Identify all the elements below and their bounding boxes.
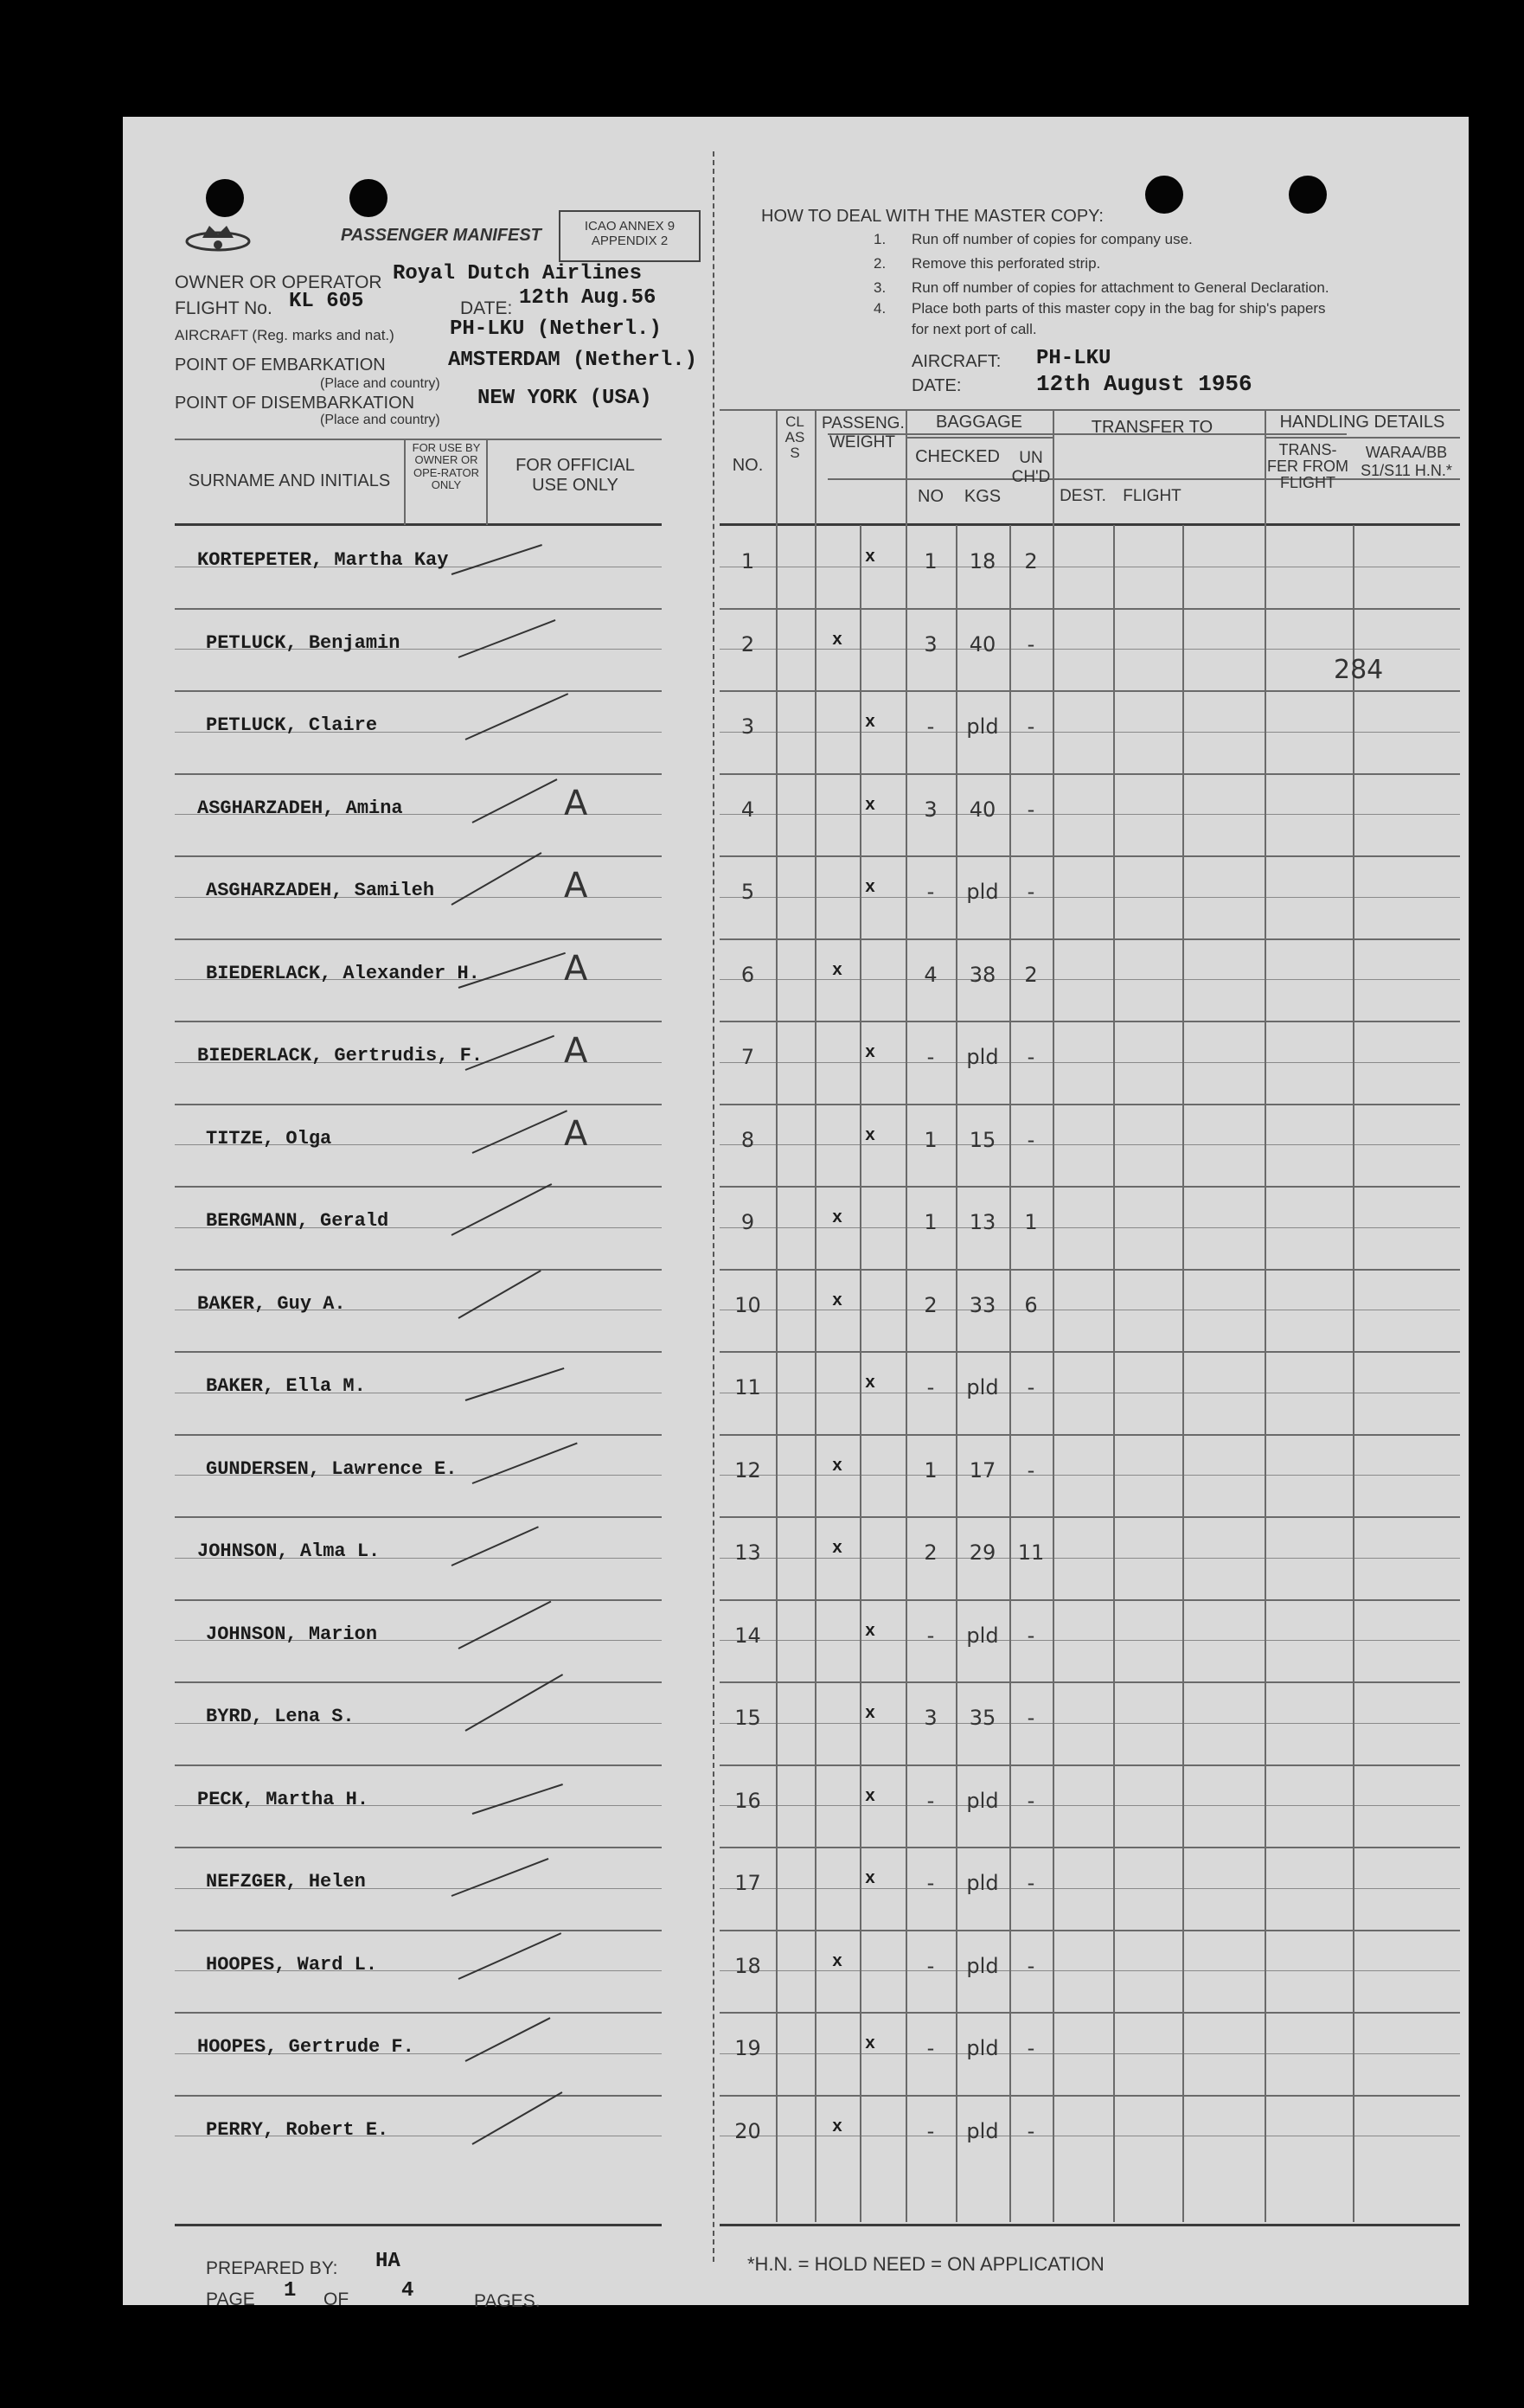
- passenger-number: 14: [734, 1623, 761, 1648]
- col-official-header: FOR OFFICIAL USE ONLY: [515, 456, 635, 495]
- passenger-name: PECK, Martha H.: [197, 1788, 369, 1810]
- unchecked-count: -: [1027, 1788, 1035, 1813]
- bag-count: 3: [924, 1706, 938, 1730]
- unchecked-count: -: [1027, 714, 1035, 739]
- row-separator: [720, 773, 1460, 775]
- official-check-mark: [472, 778, 558, 823]
- row-separator: [720, 2095, 1460, 2097]
- flight-label: FLIGHT No.: [175, 298, 272, 318]
- annex-box: [559, 210, 701, 262]
- unchecked-count: -: [1027, 1623, 1035, 1648]
- col-unchd-header: UN CH'D: [1011, 449, 1051, 486]
- col-passeng-weight-header: PASSENG. WEIGHT: [822, 414, 905, 452]
- passenger-number: 18: [734, 1953, 761, 1978]
- official-check-mark: [458, 1600, 552, 1649]
- page-label: PAGE: [206, 2290, 255, 2309]
- unchecked-count: -: [1027, 1127, 1035, 1152]
- of-label: OF: [323, 2290, 349, 2309]
- official-check-mark: [458, 619, 556, 658]
- row-separator: [175, 1351, 662, 1353]
- flight-value: KL 605: [289, 290, 364, 313]
- column-line: [1053, 525, 1054, 2222]
- passenger-name: BERGMANN, Gerald: [206, 1210, 389, 1232]
- date-value: 12th Aug.56: [519, 286, 656, 310]
- instruction-text: Place both parts of this master copy in the bag for ship's papers: [912, 300, 1326, 317]
- column-line: [1265, 525, 1266, 2222]
- bag-count: 4: [924, 962, 938, 987]
- weight-mark: x: [831, 630, 842, 650]
- passenger-name: NEFZGER, Helen: [206, 1871, 366, 1892]
- unchecked-count: -: [1027, 1953, 1035, 1978]
- col-surname-header: SURNAME AND INITIALS: [188, 471, 391, 490]
- row-separator: [720, 608, 1460, 610]
- bag-kgs: 33: [969, 1292, 996, 1317]
- bag-kgs: 35: [969, 1706, 996, 1730]
- column-line: [1182, 525, 1184, 2222]
- ruling-line: [720, 1640, 1460, 1641]
- instructions-title: HOW TO DEAL WITH THE MASTER COPY:: [761, 207, 1104, 226]
- passenger-number: 16: [734, 1788, 761, 1813]
- ruling-line: [720, 1723, 1460, 1724]
- bag-count: 2: [924, 1540, 938, 1565]
- official-check-mark: [465, 2017, 551, 2062]
- passenger-number: 15: [734, 1706, 761, 1730]
- passenger-name: TITZE, Olga: [206, 1127, 332, 1150]
- bag-count: -: [926, 1045, 935, 1069]
- passenger-name: KORTEPETER, Martha Kay: [197, 549, 449, 571]
- row-separator: [720, 1930, 1460, 1931]
- passenger-number: 2: [740, 631, 755, 656]
- official-check-mark: [472, 1110, 567, 1154]
- row-separator: [720, 2012, 1460, 2014]
- weight-mark: x: [831, 1539, 842, 1559]
- bag-kgs: pld: [966, 1871, 999, 1895]
- row-separator: [175, 2012, 662, 2014]
- weight-mark: x: [831, 1951, 842, 1972]
- passenger-name: PETLUCK, Claire: [206, 714, 378, 736]
- col-flight-header: FLIGHT: [1123, 487, 1181, 505]
- passenger-name: PETLUCK, Benjamin: [206, 631, 400, 654]
- ruling-line: [720, 1144, 1460, 1145]
- bag-count: 1: [924, 1127, 938, 1152]
- punch-hole: [1145, 176, 1183, 214]
- unchecked-count: 2: [1024, 962, 1038, 987]
- row-separator: [175, 1599, 662, 1601]
- col-waraa-header: WARAA/BB S1/S11 H.N.*: [1361, 444, 1452, 479]
- bag-count: 2: [924, 1292, 938, 1317]
- bag-count: 1: [924, 549, 938, 573]
- official-check-mark: [458, 1932, 562, 1980]
- form-title: PASSENGER MANIFEST: [341, 226, 541, 245]
- disembark-sub: (Place and country): [320, 413, 440, 427]
- row-separator: [175, 1269, 662, 1271]
- unchecked-count: -: [1027, 2118, 1035, 2143]
- passenger-name: JOHNSON, Alma L.: [197, 1540, 381, 1562]
- weight-mark: x: [864, 2034, 875, 2054]
- row-separator: [720, 1269, 1460, 1271]
- weight-mark: x: [831, 2117, 842, 2137]
- instruction-num: 1.: [874, 231, 887, 247]
- ruling-line: [720, 814, 1460, 815]
- passenger-name: GUNDERSEN, Lawrence E.: [206, 1457, 458, 1480]
- col-dest-header: DEST.: [1060, 487, 1106, 505]
- instruction-text: Remove this perforated strip.: [912, 255, 1101, 272]
- instruction-num: 4.: [874, 300, 887, 317]
- unchecked-count: 1: [1024, 1210, 1038, 1234]
- row-separator: [175, 608, 662, 610]
- bag-kgs: pld: [966, 714, 999, 739]
- unchecked-count: 2: [1024, 549, 1038, 573]
- prepared-value: HA: [375, 2250, 400, 2273]
- row-separator: [720, 1681, 1460, 1683]
- annex-line1: ICAO ANNEX 9: [584, 219, 676, 234]
- weight-mark: x: [864, 1621, 875, 1642]
- row-separator: [175, 938, 662, 940]
- weight-mark: x: [831, 960, 842, 981]
- bag-count: -: [926, 714, 935, 739]
- bag-kgs: pld: [966, 2118, 999, 2143]
- official-mark: A: [564, 1031, 588, 1071]
- bag-kgs: 18: [969, 549, 996, 573]
- col-checked-header: CHECKED: [915, 447, 1000, 466]
- col-transfer-header: TRANSFER TO: [1091, 418, 1213, 437]
- bag-count: 3: [924, 631, 938, 656]
- official-check-mark: [465, 693, 569, 740]
- unchecked-count: 11: [1017, 1540, 1045, 1565]
- passenger-number: 5: [740, 880, 755, 904]
- row-separator: [720, 1434, 1460, 1436]
- passenger-number: 12: [734, 1457, 761, 1483]
- passenger-name: PERRY, Robert E.: [206, 2118, 389, 2141]
- row-separator: [720, 855, 1460, 857]
- official-check-mark: [451, 1183, 553, 1236]
- col-for-use-header: FOR USE BY OWNER OR OPE-RATOR ONLY: [412, 441, 481, 491]
- bag-kgs: pld: [966, 2036, 999, 2060]
- ruling-line: [720, 732, 1460, 733]
- passenger-number: 9: [740, 1210, 755, 1234]
- punch-hole: [206, 179, 244, 217]
- row-separator: [175, 690, 662, 692]
- bag-kgs: 13: [969, 1210, 996, 1234]
- owner-label: OWNER OR OPERATOR: [175, 272, 382, 292]
- column-line: [1113, 525, 1115, 2222]
- manifest-sheet: [123, 117, 1469, 2311]
- bag-kgs: 29: [969, 1540, 996, 1565]
- bag-count: -: [926, 880, 935, 904]
- passenger-number: 8: [740, 1127, 755, 1152]
- passenger-number: 17: [734, 1871, 761, 1895]
- row-separator: [175, 1104, 662, 1105]
- bag-kgs: pld: [966, 1375, 999, 1399]
- bag-count: -: [926, 1788, 935, 1813]
- official-mark: A: [564, 1113, 588, 1154]
- instruction-text: Run off number of copies for attachment to General Declaration.: [912, 279, 1329, 296]
- bag-count: -: [926, 1871, 935, 1895]
- row-separator: [720, 938, 1460, 940]
- airline-logo-icon: [183, 221, 253, 259]
- instruction-4-cont: for next port of call.: [912, 321, 1037, 337]
- passenger-number: 11: [734, 1375, 761, 1399]
- column-line: [776, 525, 778, 2222]
- aircraft-value: PH-LKU (Netherl.): [450, 317, 662, 341]
- passenger-number: 13: [734, 1540, 761, 1565]
- embark-sub: (Place and country): [320, 376, 440, 391]
- owner-value: Royal Dutch Airlines: [393, 262, 643, 285]
- bag-kgs: pld: [966, 1788, 999, 1813]
- unchecked-count: -: [1027, 1045, 1035, 1069]
- page-value: 1: [284, 2279, 297, 2302]
- row-separator: [175, 1847, 662, 1848]
- row-separator: [175, 855, 662, 857]
- unchecked-count: -: [1027, 880, 1035, 904]
- weight-mark: x: [864, 1869, 875, 1889]
- column-line: [815, 525, 816, 2222]
- weight-mark: x: [831, 1456, 842, 1476]
- passenger-number: 20: [734, 2118, 761, 2143]
- col-no-header: NO.: [732, 456, 764, 475]
- weight-mark: x: [864, 713, 875, 733]
- embark-label: POINT OF EMBARKATION: [175, 355, 386, 375]
- row-separator: [175, 1764, 662, 1766]
- bag-kgs: 38: [969, 962, 996, 987]
- passenger-name: HOOPES, Ward L.: [206, 1953, 378, 1976]
- col-kgs-header: KGS: [964, 487, 1002, 506]
- instr-aircraft-value: PH-LKU: [1036, 347, 1111, 370]
- weight-mark: x: [864, 1704, 875, 1724]
- unchecked-count: -: [1027, 797, 1035, 822]
- embark-value: AMSTERDAM (Netherl.): [448, 349, 698, 372]
- margin-note: 284: [1334, 655, 1384, 685]
- official-check-mark: [465, 1367, 565, 1401]
- official-mark: A: [564, 948, 588, 989]
- weight-mark: x: [864, 548, 875, 567]
- unchecked-count: -: [1027, 1871, 1035, 1895]
- weight-mark: x: [864, 1786, 875, 1807]
- row-separator: [720, 1764, 1460, 1766]
- punch-hole: [349, 179, 387, 217]
- bag-kgs: 40: [969, 631, 996, 656]
- row-separator: [175, 1516, 662, 1518]
- official-check-mark: [451, 544, 542, 575]
- col-transfer-from-header: TRANS-FER FROM FLIGHT: [1267, 441, 1348, 491]
- bag-kgs: pld: [966, 1623, 999, 1648]
- passenger-number: 6: [740, 962, 755, 987]
- official-check-mark: [451, 1526, 539, 1566]
- ruling-line: [720, 2053, 1460, 2054]
- official-check-mark: [472, 1442, 578, 1483]
- bag-count: -: [926, 2036, 935, 2060]
- pages-label: PAGES.: [474, 2291, 541, 2311]
- instr-date-label: DATE:: [912, 376, 962, 395]
- date-label: DATE:: [460, 298, 513, 318]
- unchecked-count: -: [1027, 1375, 1035, 1399]
- passenger-name: BAKER, Ella M.: [206, 1375, 366, 1397]
- instruction-num: 2.: [874, 255, 887, 272]
- pages-value: 4: [401, 2279, 414, 2302]
- bag-count: -: [926, 1953, 935, 1978]
- unchecked-count: -: [1027, 1457, 1035, 1483]
- annex-line2: APPENDIX 2: [591, 234, 669, 248]
- weight-mark: x: [831, 1290, 842, 1311]
- col-baggage-header: BAGGAGE: [935, 413, 1023, 432]
- weight-mark: x: [864, 795, 875, 816]
- unchecked-count: 6: [1024, 1292, 1038, 1317]
- row-separator: [175, 2095, 662, 2097]
- instr-aircraft-label: AIRCRAFT:: [912, 352, 1002, 371]
- row-separator: [720, 1186, 1460, 1188]
- passenger-name: BAKER, Guy A.: [197, 1292, 346, 1315]
- passenger-number: 3: [740, 714, 755, 739]
- row-separator: [720, 1847, 1460, 1848]
- row-separator: [175, 1434, 662, 1436]
- passenger-name: JOHNSON, Marion: [206, 1623, 378, 1645]
- row-separator: [175, 1021, 662, 1022]
- footer-note: *H.N. = HOLD NEED = ON APPLICATION: [747, 2253, 1105, 2275]
- row-separator: [175, 773, 662, 775]
- bag-count: -: [926, 1375, 935, 1399]
- row-separator: [720, 1351, 1460, 1353]
- bag-count: -: [926, 1623, 935, 1648]
- passenger-number: 1: [740, 549, 755, 573]
- passenger-name: HOOPES, Gertrude F.: [197, 2036, 414, 2058]
- passenger-name: ASGHARZADEH, Samileh: [206, 880, 435, 901]
- row-separator: [175, 1186, 662, 1188]
- official-check-mark: [451, 1858, 549, 1897]
- prepared-label: PREPARED BY:: [206, 2258, 338, 2278]
- official-check-mark: [472, 1784, 563, 1815]
- col-class-header: CLASS: [784, 413, 805, 461]
- ruling-line: [720, 1062, 1460, 1063]
- disembark-value: NEW YORK (USA): [477, 387, 652, 410]
- row-separator: [720, 1516, 1460, 1518]
- bag-count: 3: [924, 797, 938, 822]
- row-separator: [720, 1599, 1460, 1601]
- bag-kgs: 15: [969, 1127, 996, 1152]
- unchecked-count: -: [1027, 2036, 1035, 2060]
- weight-mark: x: [864, 878, 875, 898]
- row-separator: [720, 1021, 1460, 1022]
- weight-mark: x: [831, 1208, 842, 1228]
- instruction-text: Run off number of copies for company use.: [912, 231, 1193, 247]
- bag-count: -: [926, 2118, 935, 2143]
- aircraft-label: AIRCRAFT (Reg. marks and nat.): [175, 327, 394, 343]
- row-separator: [720, 690, 1460, 692]
- punch-hole: [1289, 176, 1327, 214]
- weight-mark: x: [864, 1043, 875, 1063]
- weight-mark: x: [864, 1374, 875, 1393]
- passenger-number: 19: [734, 2036, 761, 2060]
- official-mark: A: [564, 866, 588, 906]
- passenger-name: ASGHARZADEH, Amina: [197, 797, 403, 819]
- instr-date-value: 12th August 1956: [1036, 371, 1252, 397]
- bag-kgs: 17: [969, 1457, 996, 1483]
- ruling-line: [720, 1888, 1460, 1889]
- bag-count: 1: [924, 1210, 938, 1234]
- row-separator: [175, 1930, 662, 1931]
- passenger-name: BYRD, Lena S.: [206, 1706, 355, 1727]
- column-line: [1353, 525, 1354, 2222]
- disembark-label: POINT OF DISEMBARKATION: [175, 394, 415, 413]
- ruling-line: [720, 897, 1460, 898]
- perforation-line: [713, 151, 714, 2262]
- bag-kgs: 40: [969, 797, 996, 822]
- passenger-name: BIEDERLACK, Alexander H.: [206, 962, 480, 984]
- row-separator: [720, 1104, 1460, 1105]
- row-separator: [175, 1681, 662, 1683]
- ruling-line: [720, 1805, 1460, 1806]
- weight-mark: x: [864, 1125, 875, 1146]
- unchecked-count: -: [1027, 1706, 1035, 1730]
- bag-count: 1: [924, 1457, 938, 1483]
- bag-kgs: pld: [966, 880, 999, 904]
- official-mark: A: [564, 783, 588, 823]
- passenger-number: 4: [740, 797, 755, 822]
- passenger-name: BIEDERLACK, Gertrudis, F.: [197, 1045, 483, 1066]
- passenger-number: 10: [734, 1292, 761, 1317]
- official-check-mark: [458, 1270, 541, 1319]
- col-bag-no-header: NO: [918, 487, 944, 506]
- bag-kgs: pld: [966, 1045, 999, 1069]
- instruction-num: 3.: [874, 279, 887, 296]
- unchecked-count: -: [1027, 631, 1035, 656]
- bag-kgs: pld: [966, 1953, 999, 1978]
- col-handling-header: HANDLING DETAILS: [1279, 413, 1445, 432]
- passenger-number: 7: [740, 1045, 755, 1069]
